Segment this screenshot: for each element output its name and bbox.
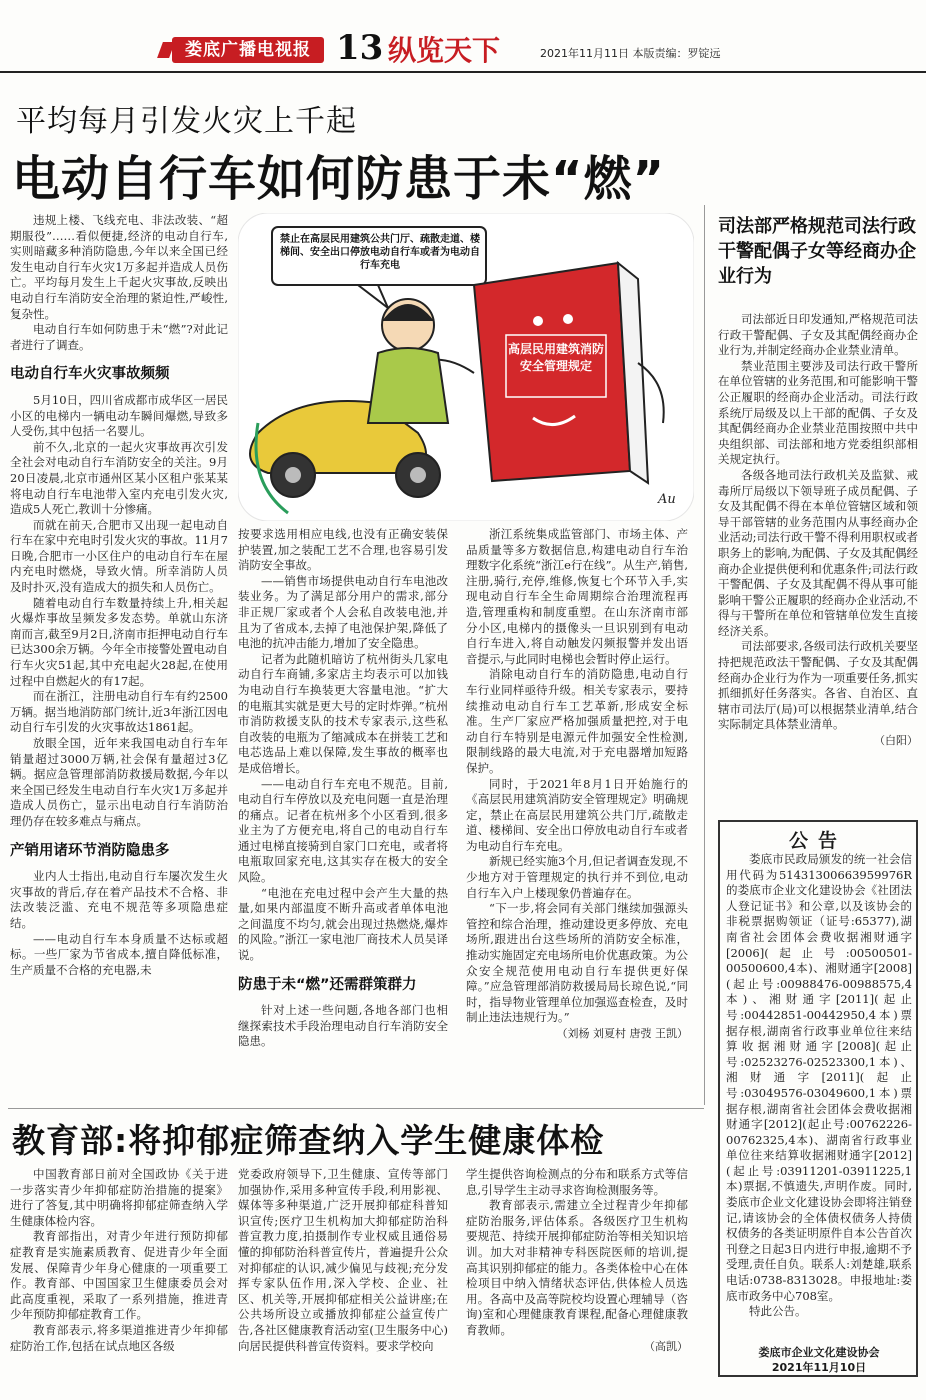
paragraph: 司法部近日印发通知,严格规范司法行政干警配偶、子女及其配偶经商办企业行为,并制定经商办企业禁业清单。 xyxy=(718,312,918,358)
article-column-2 xyxy=(238,527,448,1110)
paragraph: 各级各地司法行政机关及监狱、戒毒所厅局级以下领导班子成员配偶、子女及其配偶不得在本单位管辖区域和领导干部管辖的业务范围内从事经商办企业活动;司法行政干警不得利用职权或者职务上的影响,为配偶、子女及其配偶经商办企业提供便利和优惠条件;司法行政干警配偶、子女及其配偶不得从事可能影响干警公正履职的经商办企业活动,不得与干警所在单位和管辖单位发生直接经济关系。 xyxy=(718,467,918,638)
edu-column-3 xyxy=(466,1167,688,1395)
paragraph: ——销售市场提供电动自行车电池改装业务。为了满足部分用户的需求,部分非正规厂家或者个人会私自改装电池,并且为了省成本,去掉了电池保护架,降低了电池的抗冲击能力,增加了安全隐患。 xyxy=(238,573,448,651)
notice-signature xyxy=(726,1345,912,1375)
paragraph: 随着电动自行车数量持续上升,相关起火爆炸事故呈频发多发态势。单就山东济南而言,截至9月2日,济南市拒押电动自行车已达300余万辆。今年全市接警处置电动自行车火灾51起,其中充电起火28起,在使用过程中自燃起火的有17起。 xyxy=(10,595,228,688)
paragraph: 禁业范围主要涉及司法行政干警所在单位管辖的业务范围,和可能影响干警公正履职的经商办企业活动。司法行政系统厅局级及以上干部的配偶、子女及其配偶经商办企业禁业范围按照中共中央组织部、司法部和地方党委组织部相关规定执行。 xyxy=(718,358,918,467)
masthead-rule xyxy=(0,71,926,73)
paragraph: 前不久,北京的一起火灾事故再次引发全社会对电动自行车消防安全的关注。9月20日凌晨,北京市通州区某小区租户张某某将电动自行车电池带入室内充电引发火灾,造成5人死亡,教训十分惨痛。 xyxy=(10,439,228,517)
cartoon-illustration xyxy=(238,213,694,521)
date-editor: 2021年11月11日 本版责编：罗锭远 xyxy=(540,47,721,60)
sidebar-title: 司法部严格规范司法行政干警配偶子女等经商办企业行为 xyxy=(718,216,916,287)
sidebar-body xyxy=(718,312,918,812)
notice-org: 娄底市企业文化建设协会 xyxy=(758,1346,880,1359)
main-headline: 电动自行车如何防患于未“燃” xyxy=(12,151,666,207)
paragraph: ——电动自行车充电不规范。目前,电动自行车停放以及充电问题一直是治理的痛点。记者在杭州多个小区看到,很多业主为了方便充电,将自己的电动自行车通过电梯直接骑到自家门口充电，或者将电瓶取回家充电,这其实存在极大的安全风险。 xyxy=(238,776,448,885)
edu-column-2 xyxy=(238,1167,448,1395)
paragraph: 按要求选用相应电线,也没有正确安装保护装置,加之装配工艺不合理,也容易引发消防安全事故。 xyxy=(238,527,448,573)
paragraph: 电动自行车如何防患于未“燃”?对此记者进行了调查。 xyxy=(10,322,228,352)
section-subhead: 防患于未“燃”还需群策群力 xyxy=(238,976,417,993)
article-column-1 xyxy=(10,213,228,1110)
paragraph: 中国教育部日前对全国政协《关于进一步落实青少年抑郁症防治措施的提案》进行了答复,其中明确将抑郁症筛查纳入学生健康体检内容。 xyxy=(10,1167,228,1228)
paragraph: 业内人士指出,电动自行车屡次发生火灾事故的背后,存在着产品技术不合格、非法改装泛滥、充电不规范等多项隐患症结。 xyxy=(10,869,228,930)
notice-title: 公告 xyxy=(788,830,847,852)
paragraph: 记者为此随机暗访了杭州街头几家电动自行车商铺,多家店主均表示可以加钱为电动自行车换装更大容量电池。“扩大的电瓶其实就是更大号的定时炸弹。”杭州市消防救援支队的技术专家表示,这些私自改装的电瓶为了缩减成本在拼装工艺和电芯选品上难以保障,发生事故的概率也是成倍增长。 xyxy=(238,651,448,775)
edu-byline: （高凯） xyxy=(644,1339,688,1353)
paragraph: 放眼全国，近年来我国电动自行车年销量超过3000万辆,社会保有量超过3亿辆。据应急管理部消防救援局数据,今年以来全国已经发生电动自行车火灾1万多起并造成人员伤亡，显示出电动自行车消防治理仍存在较多难点与痛点。 xyxy=(10,736,228,828)
paragraph: “电池在充电过程中会产生大量的热量,如果内部温度不断升高或者单体电池之间温度不均匀,就会出现过热燃烧,爆炸的风险。”浙江一家电池厂商技术人员吴译说。 xyxy=(238,885,448,963)
paragraph: 而就在前天,合肥市又出现一起电动自行车在家中充电时引发火灾的事故。11月7日晚,合肥市一小区住户的电动自行车在屋内充电时燃烧，导致火情。所幸消防人员及时扑灭,没有造成大的损失和人员伤亡。 xyxy=(10,517,228,595)
article-column-3 xyxy=(466,527,688,1110)
edu-headline: 教育部:将抑郁症筛查纳入学生健康体检 xyxy=(12,1121,605,1160)
paragraph: 浙江系统集成监管部门、市场主体、产品质量等多方数据信息,构建电动自行车治理数字化系统“浙江e行在线”。从生产,销售,注册,骑行,充停,维修,恢复七个环节入手,实现电动自行车全生命周期综合治理流程再造,管理重构和制度重塑。在山东济南市部分小区,电梯内的摄像头一旦识别到有电动自行车进入,将自动触发闪频报警并发出语音提示,与此同时电梯也会暂时停止运行。 xyxy=(466,527,688,666)
paragraph: 5月10日，四川省成都市成华区一居民小区的电梯内一辆电动车瞬间爆燃,导致多人受伤,其中包括一名婴儿。 xyxy=(10,392,228,439)
sidebar-byline: （白阳） xyxy=(874,734,918,748)
paragraph: 教育部表示,需建立全过程青少年抑郁症防治服务,评估体系。各级医疗卫生机构要规范、持续开展抑郁症防治等相关知识培训。加大对非精神专科医院医师的培训,提高其识别抑郁症的能力。各类体检中心在体检项目中纳入情绪状态评估,供体检人员选用。各高中及高等院校均设置心理辅导（咨询)室和心理健康教育课程,配备心理健康教育教师。 xyxy=(466,1198,688,1337)
sub-headline: 平均每月引发火灾上千起 xyxy=(16,104,357,139)
edu-column-1 xyxy=(10,1167,228,1395)
paragraph: 违规上楼、飞线充电、非法改装、“超期服役”……看似便捷,经济的电动自行车,实则暗藏多种消防隐患,今年以来全国已经发生电动自行车火灾1万多起并造成人员伤亡。平均每月发生上千起火灾事故,反映出电动自行车消防安全治理的紧迫性,严峻性,复杂性。 xyxy=(10,213,228,321)
paragraph: ——电动自行车本身质量不达标或超标。一些厂家为节省成本,擅自降低标准，生产质量不合格的充电器,未 xyxy=(10,931,228,977)
notice-text: 娄底市民政局颁发的统一社会信用代码为51431300663959976R的娄底市企业文化建设协会《社团法人登记证书》和公章,以及该协会的非税票据购领证（证号:65377),湖南省社会团体会费收据湘财通字[2006](起止号:00500501-00500600,4本)、湘财通字[2008](起止号:00988476-00988575,4本)、湘财通字[2011](起止号:00442851-00442950,4本)票据存根,湖南省行政事业单位往来结算收据湘财通字[2008](起止号:02523276-02523300,1本)、湘财通字[2011](起止号:03049576-03049600,1本)票据存根,湖南省社会团体会费收据湘财通字[2012](起止号:00762226-00762325,4本)、湖南省行政事业单位往来结算收据湘财通字[2012](起止号:03911201-03911225,1本)票据,不慎遗失,声明作废。同时,娄底市企业文化建设协会即将注销登记,请该协会的全体债权债务人持债权债务的各类证明原件自本公告首次刊登之日起3日内进行申报,逾期不予受理,责任自负。联系人:刘楚雄,联系电话:0738-8313028。申报地址:娄底市政务中心708室。 xyxy=(726,852,912,1303)
section-subhead: 电动自行车火灾事故频频 xyxy=(10,366,170,383)
notice-date: 2021年11月10日 xyxy=(771,1361,867,1374)
paragraph: 学生提供咨询检测点的分布和联系方式等信息,引导学生主动寻求咨询检测服务等。 xyxy=(466,1167,688,1197)
book-title: 高层民用建筑消防安全管理规定 xyxy=(508,342,605,373)
paragraph: 教育部表示,将多渠道推进青少年抑郁症防治工作,包括在试点地区各级 xyxy=(10,1322,228,1353)
column-divider xyxy=(704,205,705,1105)
paragraph: 而在浙江，注册电动自行车有约2500万辆。据当地消防部门统计,近3年浙江因电动自行车引发的火灾事故达1861起。 xyxy=(10,689,228,735)
paragraph: 教育部指出，对青少年进行预防抑郁症教育是实施素质教育、促进青少年全面发展、保障青少年身心健康的一项重要工作。教育部、中国国家卫生健康委员会对此高度重视，采取了一系列措施，推进青少年预防抑郁症教育工作。 xyxy=(10,1229,228,1322)
paragraph: 针对上述一些问题,各地各部门也相继探索技术手段治理电动自行车消防安全隐患。 xyxy=(238,1003,448,1049)
paragraph: 新规已经实施3个月,但记者调查发现,不少地方对于管理规定的执行并不到位,电动自行车入户上楼现象仍普遍存在。 xyxy=(466,854,688,900)
paragraph: 消除电动自行车的消防隐患,电动自行车行业同样亟待升级。相关专家表示，要持续推动电动自行车工艺革新,形成安全标准。生产厂家应严格加强质量把控,对于电动自行车特别是电源元件加强安全性检测,限制线路的最大电流,对于充电器增加短路保护。 xyxy=(466,667,688,775)
article-byline: （刘杨 刘夏村 唐弢 王凯） xyxy=(556,1027,688,1040)
paragraph: 党委政府领导下,卫生健康、宣传等部门加强协作,采用多种宣传手段,利用影视、媒体等多种渠道,广泛开展抑郁症科普知识宣传;医疗卫生机构加大抑郁症防治科普宣教力度,拍摄制作专业权威且通俗易懂的抑郁防治科普宣传片，普遍提升公众对抑郁症的认识,减少偏见与歧视;充分发挥专家队伍作用,深入学校、企业、社区、机关等,开展抑郁症相关公益讲座;在公共场所设立或播放抑郁症公益宣传广告,各社区健康教育活动室(卫生服务中心)向居民提供科普宣传资料。要求学校向 xyxy=(238,1167,448,1353)
section-title: 纵览天下 xyxy=(388,34,501,67)
section-subhead: 产销用诸环节消防隐患多 xyxy=(10,842,170,859)
section-rule xyxy=(8,1108,704,1109)
artist-signature: Au xyxy=(658,492,676,507)
sign-text: 禁止在高层民用建筑公共门厅、疏散走道、楼梯间、安全出口停放电动自行车或者为电动自行车充电 xyxy=(280,234,480,271)
notice-closing: 特此公告。 xyxy=(749,1304,807,1319)
paper-name: 娄底广播电视报 xyxy=(172,37,324,63)
paragraph: 司法部要求,各级司法行政机关要坚持把规范政法干警配偶、子女及其配偶经商办企业行为作为一项重要任务,抓实抓细抓好任务落实。各省、自治区、直辖市司法厅(局)可以根据禁业清单,结合实际制定具体禁业清单。 xyxy=(718,639,918,732)
paragraph: “下一步,将会同有关部门继续加强源头管控和综合治理，推动建设更多停放、充电场所,跟进出台这些场所的消防安全标准，推动实施固定充电场所电价优惠政策。为公众安全规范使用电动自行车提供更好保障。”应急管理部消防救援局局长琼色说,“同时，指导物业管理单位加强巡查检查，及时制止违法违规行为。” xyxy=(466,901,688,1025)
paragraph: 同时，于2021年8月1日开始施行的《高层民用建筑消防安全管理规定》明确规定，禁止在高层民用建筑公共门厅,疏散走道、楼梯间、安全出口停放电动自行车或者为电动自行车充电。 xyxy=(466,776,688,853)
page-number: 13 xyxy=(336,28,384,68)
notice-body xyxy=(726,852,912,1344)
